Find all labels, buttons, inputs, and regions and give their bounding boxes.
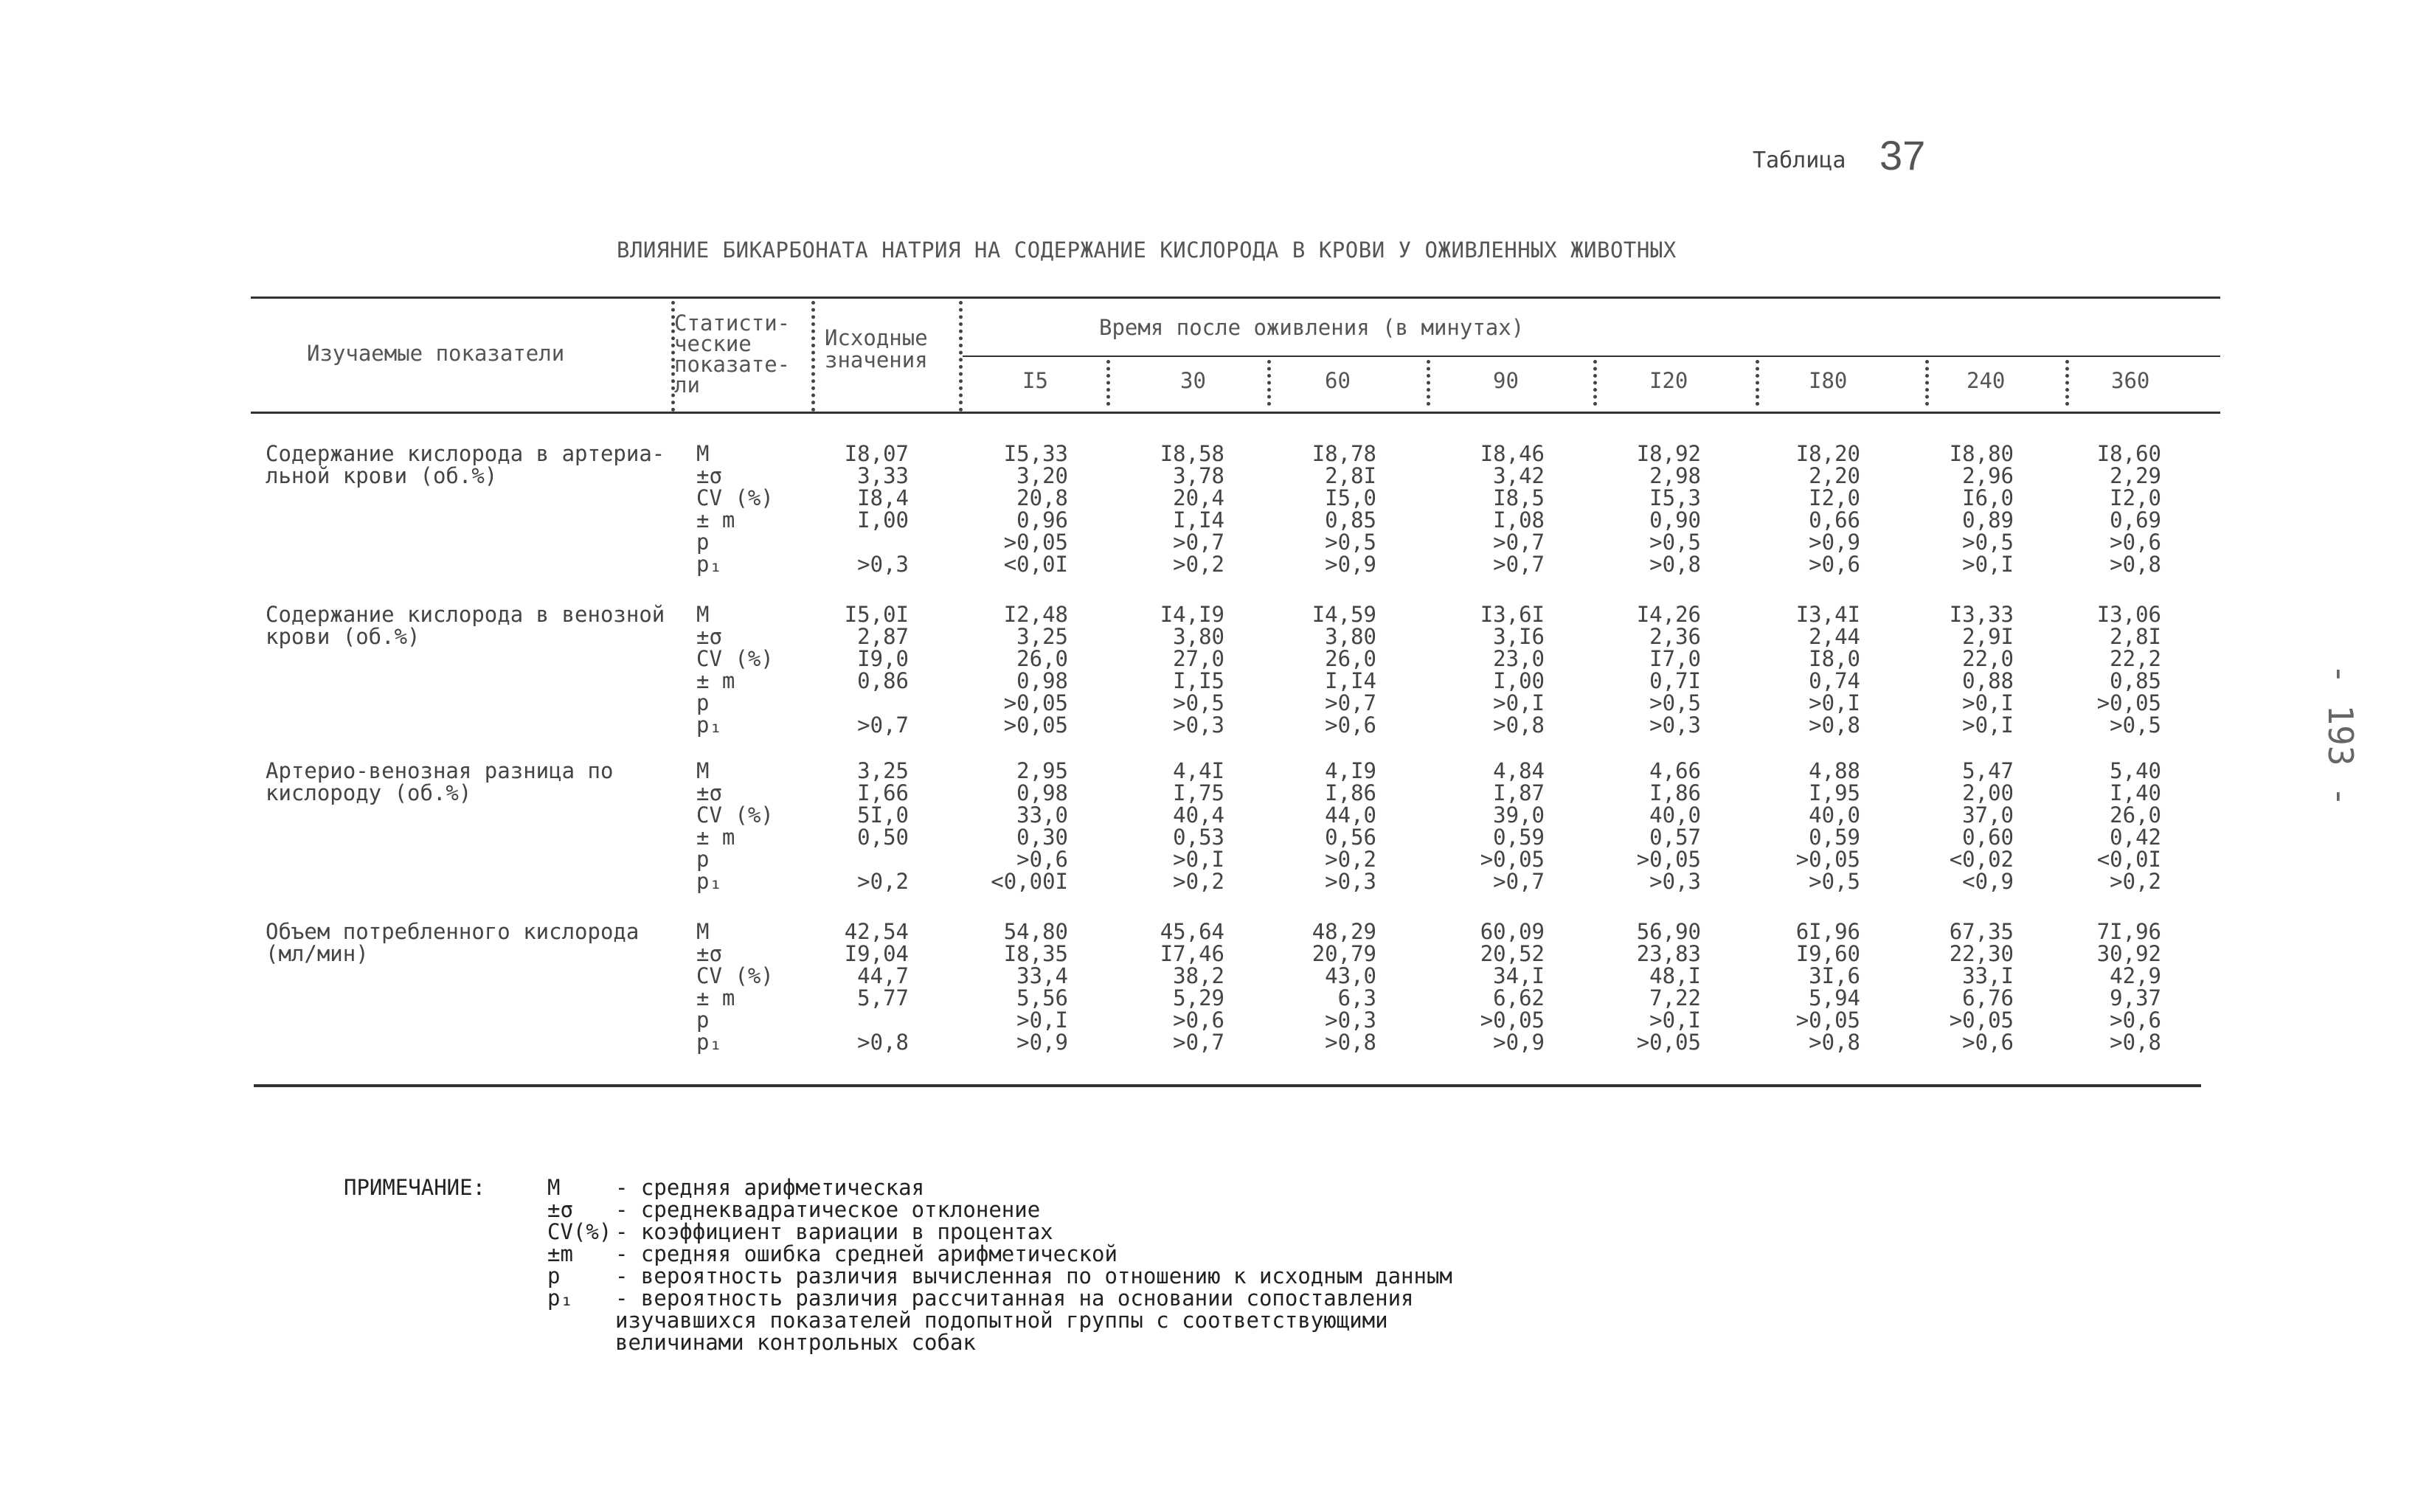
indicator-label: Содержание кислорода в артериа-	[266, 441, 665, 466]
time-value: 67,35	[1949, 919, 2014, 944]
stat-symbol: M	[696, 758, 710, 783]
time-value: 2,9I	[1962, 624, 2014, 649]
note-symbol: CV(%)	[547, 1219, 612, 1244]
time-value: 0,59	[1809, 825, 1860, 850]
time-value: >0,8	[1809, 712, 1860, 738]
time-value: 40,0	[1649, 802, 1701, 828]
time-value: 3,25	[1016, 624, 1068, 649]
time-value: 2,00	[1962, 780, 2014, 805]
time-value: 2,95	[1016, 758, 1068, 783]
note-definition: - среднеквадратическое отклонение	[615, 1197, 1041, 1222]
time-value: 0,57	[1649, 825, 1701, 850]
header-indicators: Изучаемые показатели	[307, 341, 565, 366]
header-stat-line: ли	[674, 372, 700, 398]
time-value: >0,5	[1649, 690, 1701, 715]
column-divider	[959, 301, 963, 412]
time-value: 6,3	[1337, 985, 1376, 1010]
time-value: 40,4	[1173, 802, 1224, 828]
table-top-rule	[251, 296, 2220, 299]
time-value: 3,20	[1016, 463, 1068, 488]
time-value: >0,05	[1480, 847, 1545, 872]
note-symbol: ±m	[547, 1241, 573, 1266]
time-value: 2,8I	[1325, 463, 1376, 488]
time-value: 2,29	[2110, 463, 2161, 488]
time-value: 20,8	[1016, 485, 1068, 510]
time-value: >0,2	[1325, 847, 1376, 872]
time-value: 22,0	[1962, 646, 2014, 671]
time-value: 45,64	[1160, 919, 1224, 944]
time-value: I8,35	[1003, 941, 1068, 966]
time-value: 5,47	[1962, 758, 2014, 783]
column-divider	[1427, 360, 1430, 406]
time-value: 48,29	[1312, 919, 1376, 944]
time-value: I5,33	[1003, 441, 1068, 466]
time-value: 5,56	[1016, 985, 1068, 1010]
note-symbol: ±σ	[547, 1197, 573, 1222]
stat-symbol: CV (%)	[696, 802, 774, 828]
time-value: 0,98	[1016, 668, 1068, 693]
stat-symbol: p	[696, 847, 710, 872]
time-value: 60,09	[1480, 919, 1545, 944]
time-value: >0,6	[1809, 552, 1860, 577]
time-value: >0,7	[1173, 530, 1224, 555]
time-value: 0,42	[2110, 825, 2161, 850]
time-value: >0,6	[1962, 1030, 2014, 1055]
time-value: >0,9	[1493, 1030, 1545, 1055]
initial-value: 3,25	[857, 758, 909, 783]
stat-symbol: CV (%)	[696, 646, 774, 671]
time-value: 3I,6	[1809, 963, 1860, 988]
header-time-point: I5	[1022, 368, 1048, 393]
header-initial-line: Исходные	[825, 325, 928, 350]
initial-value: I,66	[857, 780, 909, 805]
table-title: ВЛИЯНИЕ БИКАРБОНАТА НАТРИЯ НА СОДЕРЖАНИЕ КИСЛОРОДА В КРОВИ У ОЖИВЛЕННЫХ ЖИВОТНЫХ	[617, 237, 1677, 263]
time-value: I,00	[1493, 668, 1545, 693]
note-symbol: p	[547, 1263, 561, 1289]
initial-value: I8,07	[844, 441, 909, 466]
time-value: 43,0	[1325, 963, 1376, 988]
time-value: 2,20	[1809, 463, 1860, 488]
time-value: 0,98	[1016, 780, 1068, 805]
time-value: 6I,96	[1795, 919, 1860, 944]
time-value: 4,88	[1809, 758, 1860, 783]
time-value: I,87	[1493, 780, 1545, 805]
time-value: >0,6	[1325, 712, 1376, 738]
time-value: >0,05	[1003, 712, 1068, 738]
time-value: >0,05	[1795, 847, 1860, 872]
time-value: >0,8	[1809, 1030, 1860, 1055]
time-value: 26,0	[2110, 802, 2161, 828]
time-value: >0,3	[1649, 712, 1701, 738]
time-value: I4,26	[1636, 602, 1701, 627]
time-value: 33,I	[1962, 963, 2014, 988]
stat-symbol: p₁	[696, 1030, 722, 1055]
time-value: 0,96	[1016, 507, 1068, 533]
time-value: 37,0	[1962, 802, 2014, 828]
time-value: >0,8	[1493, 712, 1545, 738]
time-value: >0,05	[2096, 690, 2161, 715]
time-value: 3,78	[1173, 463, 1224, 488]
header-time-point: 60	[1325, 368, 1351, 393]
time-value: <0,02	[1949, 847, 2014, 872]
time-value: I8,92	[1636, 441, 1701, 466]
time-value: <0,9	[1962, 869, 2014, 894]
column-divider	[1267, 360, 1271, 406]
time-value: 27,0	[1173, 646, 1224, 671]
time-value: I5,0	[1325, 485, 1376, 510]
time-value: 2,8I	[2110, 624, 2161, 649]
time-value: 0,85	[1325, 507, 1376, 533]
time-value: 20,52	[1480, 941, 1545, 966]
time-value: 4,66	[1649, 758, 1701, 783]
header-stat-line: ческие	[674, 331, 752, 356]
time-value: >0,3	[1325, 869, 1376, 894]
time-value: >0,7	[1493, 869, 1545, 894]
stat-symbol: M	[696, 602, 710, 627]
time-value: 2,44	[1809, 624, 1860, 649]
stat-symbol: M	[696, 919, 710, 944]
time-value: 54,80	[1003, 919, 1068, 944]
time-value: 0,66	[1809, 507, 1860, 533]
time-value: 6,76	[1962, 985, 2014, 1010]
stat-symbol: ± m	[696, 825, 735, 850]
stat-symbol: ±σ	[696, 624, 722, 649]
time-value: 26,0	[1325, 646, 1376, 671]
time-value: 0,74	[1809, 668, 1860, 693]
time-value: >0,05	[1795, 1008, 1860, 1033]
indicator-label: льной крови (об.%)	[266, 463, 498, 488]
time-value: 7,22	[1649, 985, 1701, 1010]
time-value: <0,00I	[991, 869, 1068, 894]
time-value: 3,I6	[1493, 624, 1545, 649]
stat-symbol: ±σ	[696, 780, 722, 805]
time-value: I2,48	[1003, 602, 1068, 627]
time-value: >0,9	[1809, 530, 1860, 555]
time-value: 0,69	[2110, 507, 2161, 533]
time-value: 0,56	[1325, 825, 1376, 850]
time-value: >0,3	[1325, 1008, 1376, 1033]
note-definition: величинами контрольных собак	[615, 1330, 976, 1355]
time-value: I3,6I	[1480, 602, 1545, 627]
time-value: 33,4	[1016, 963, 1068, 988]
time-value: 5,40	[2110, 758, 2161, 783]
initial-value: >0,2	[857, 869, 909, 894]
time-value: 7I,96	[2096, 919, 2161, 944]
initial-value: >0,8	[857, 1030, 909, 1055]
time-value: 22,30	[1949, 941, 2014, 966]
initial-value: 5,77	[857, 985, 909, 1010]
time-value: I,95	[1809, 780, 1860, 805]
time-value: 48,I	[1649, 963, 1701, 988]
time-value: 4,4I	[1173, 758, 1224, 783]
time-value: I3,06	[2096, 602, 2161, 627]
time-value: 4,84	[1493, 758, 1545, 783]
initial-value: 44,7	[857, 963, 909, 988]
indicator-label: крови (об.%)	[266, 624, 420, 649]
initial-value: >0,7	[857, 712, 909, 738]
time-value: >0,7	[1493, 552, 1545, 577]
time-value: >0,8	[1649, 552, 1701, 577]
time-value: I6,0	[1962, 485, 2014, 510]
time-value: I,08	[1493, 507, 1545, 533]
time-value: I7,46	[1160, 941, 1224, 966]
stat-symbol: ± m	[696, 668, 735, 693]
time-value: 5,94	[1809, 985, 1860, 1010]
time-value: >0,2	[2110, 869, 2161, 894]
time-value: 23,83	[1636, 941, 1701, 966]
time-subheader-rule	[963, 356, 2220, 357]
time-value: 2,96	[1962, 463, 2014, 488]
time-value: >0,I	[1809, 690, 1860, 715]
indicator-label: кислороду (об.%)	[266, 780, 472, 805]
header-time-point: 240	[1967, 368, 2006, 393]
table-label: Таблица	[1753, 148, 1846, 173]
stat-symbol: ±σ	[696, 941, 722, 966]
time-value: >0,6	[2110, 1008, 2161, 1033]
stat-symbol: p	[696, 530, 710, 555]
time-value: I3,4I	[1795, 602, 1860, 627]
header-time-point: 360	[2111, 368, 2150, 393]
initial-value: 3,33	[857, 463, 909, 488]
indicator-label: Артерио-венозная разница по	[266, 758, 614, 783]
time-value: >0,3	[1173, 712, 1224, 738]
time-value: >0,7	[1173, 1030, 1224, 1055]
time-value: >0,2	[1173, 552, 1224, 577]
stat-symbol: p	[696, 690, 710, 715]
note-definition: - средняя ошибка средней арифметической	[615, 1241, 1118, 1266]
time-value: >0,05	[1636, 1030, 1701, 1055]
time-value: 39,0	[1493, 802, 1545, 828]
time-value: >0,05	[1003, 690, 1068, 715]
time-value: >0,05	[1949, 1008, 2014, 1033]
time-value: 0,59	[1493, 825, 1545, 850]
time-value: >0,5	[2110, 712, 2161, 738]
time-value: I8,46	[1480, 441, 1545, 466]
time-value: 2,36	[1649, 624, 1701, 649]
time-value: 0,7I	[1649, 668, 1701, 693]
time-value: I4,I9	[1160, 602, 1224, 627]
time-value: 33,0	[1016, 802, 1068, 828]
time-value: <0,0I	[1003, 552, 1068, 577]
time-value: 56,90	[1636, 919, 1701, 944]
time-value: >0,I	[1962, 552, 2014, 577]
time-value: >0,I	[1016, 1008, 1068, 1033]
header-stat-line: Статисти-	[674, 311, 791, 336]
time-value: 0,88	[1962, 668, 2014, 693]
time-value: I,I4	[1173, 507, 1224, 533]
time-value: 9,37	[2110, 985, 2161, 1010]
initial-value: 2,87	[857, 624, 909, 649]
time-value: I8,78	[1312, 441, 1376, 466]
time-value: 0,30	[1016, 825, 1068, 850]
time-value: <0,0I	[2096, 847, 2161, 872]
time-value: >0,I	[1649, 1008, 1701, 1033]
stat-symbol: ± m	[696, 507, 735, 533]
time-value: >0,6	[1016, 847, 1068, 872]
time-value: 26,0	[1016, 646, 1068, 671]
time-value: I8,80	[1949, 441, 2014, 466]
stat-symbol: p₁	[696, 552, 722, 577]
time-value: I8,60	[2096, 441, 2161, 466]
stat-symbol: ± m	[696, 985, 735, 1010]
time-value: 2,98	[1649, 463, 1701, 488]
time-value: >0,6	[2110, 530, 2161, 555]
time-value: >0,8	[2110, 552, 2161, 577]
time-value: >0,5	[1173, 690, 1224, 715]
time-value: I8,0	[1809, 646, 1860, 671]
initial-value: 42,54	[844, 919, 909, 944]
header-initial-line: значения	[825, 347, 928, 372]
time-value: 22,2	[2110, 646, 2161, 671]
time-value: I2,0	[2110, 485, 2161, 510]
time-value: I5,3	[1649, 485, 1701, 510]
time-value: 20,4	[1173, 485, 1224, 510]
time-value: >0,8	[1325, 1030, 1376, 1055]
initial-value: I9,0	[857, 646, 909, 671]
table-bottom-rule	[254, 1084, 2201, 1087]
time-value: 3,80	[1325, 624, 1376, 649]
initial-value: 0,50	[857, 825, 909, 850]
stat-symbol: CV (%)	[696, 963, 774, 988]
initial-value: I8,4	[857, 485, 909, 510]
time-value: I,86	[1649, 780, 1701, 805]
indicator-label: Объем потребленного кислорода	[266, 919, 640, 944]
stat-symbol: p₁	[696, 712, 722, 738]
column-divider	[1106, 360, 1110, 406]
stat-symbol: p	[696, 1008, 710, 1033]
note-definition: - вероятность различия рассчитанная на основании сопоставления	[615, 1286, 1414, 1311]
stat-symbol: CV (%)	[696, 485, 774, 510]
time-value: >0,9	[1016, 1030, 1068, 1055]
time-value: 0,85	[2110, 668, 2161, 693]
header-time-point: I20	[1649, 368, 1688, 393]
time-value: I7,0	[1649, 646, 1701, 671]
time-value: 0,90	[1649, 507, 1701, 533]
column-divider	[1593, 360, 1597, 406]
time-value: >0,5	[1325, 530, 1376, 555]
initial-value: I,00	[857, 507, 909, 533]
time-value: I2,0	[1809, 485, 1860, 510]
time-value: >0,I	[1493, 690, 1545, 715]
time-value: I,I5	[1173, 668, 1224, 693]
time-value: 0,60	[1962, 825, 2014, 850]
header-time-after: Время после оживления (в минутах)	[1099, 315, 1525, 340]
time-value: >0,I	[1173, 847, 1224, 872]
note-symbol: M	[547, 1175, 561, 1200]
initial-value: >0,3	[857, 552, 909, 577]
page-number-text: - 193 -	[2321, 664, 2360, 807]
column-divider	[2065, 360, 2069, 406]
time-value: >0,7	[1493, 530, 1545, 555]
notes-heading: ПРИМЕЧАНИЕ:	[344, 1175, 486, 1200]
stat-symbol: p₁	[696, 869, 722, 894]
time-value: 42,9	[2110, 963, 2161, 988]
table-number: 37	[1879, 132, 1926, 178]
time-value: >0,05	[1636, 847, 1701, 872]
time-value: 3,42	[1493, 463, 1545, 488]
time-value: >0,5	[1649, 530, 1701, 555]
initial-value: 0,86	[857, 668, 909, 693]
page-number	[2301, 664, 2390, 856]
time-value: >0,I	[1962, 690, 2014, 715]
initial-value: I9,04	[844, 941, 909, 966]
time-value: 0,53	[1173, 825, 1224, 850]
time-value: I8,5	[1493, 485, 1545, 510]
column-divider	[1756, 360, 1759, 406]
time-value: 44,0	[1325, 802, 1376, 828]
time-value: >0,8	[2110, 1030, 2161, 1055]
header-time-point: 30	[1180, 368, 1206, 393]
time-value: >0,5	[1809, 869, 1860, 894]
time-value: >0,I	[1962, 712, 2014, 738]
time-value: >0,05	[1480, 1008, 1545, 1033]
time-value: >0,6	[1173, 1008, 1224, 1033]
time-value: >0,9	[1325, 552, 1376, 577]
time-value: I,40	[2110, 780, 2161, 805]
time-value: 3,80	[1173, 624, 1224, 649]
time-value: I,75	[1173, 780, 1224, 805]
note-definition: - коэффициент вариации в процентах	[615, 1219, 1053, 1244]
column-divider	[1925, 360, 1929, 406]
header-bottom-rule	[251, 412, 2220, 414]
header-time-point: 90	[1493, 368, 1519, 393]
note-definition: - вероятность различия вычисленная по отношению к исходным данным	[615, 1263, 1452, 1289]
header-time-point: I80	[1809, 368, 1848, 393]
column-divider	[811, 301, 815, 412]
time-value: >0,5	[1962, 530, 2014, 555]
time-value: 0,89	[1962, 507, 2014, 533]
time-value: 5,29	[1173, 985, 1224, 1010]
time-value: I3,33	[1949, 602, 2014, 627]
time-value: 34,I	[1493, 963, 1545, 988]
stat-symbol: ±σ	[696, 463, 722, 488]
time-value: 6,62	[1493, 985, 1545, 1010]
initial-value: 5I,0	[857, 802, 909, 828]
stat-symbol: M	[696, 441, 710, 466]
indicator-label: Содержание кислорода в венозной	[266, 602, 665, 627]
time-value: I4,59	[1312, 602, 1376, 627]
header-stat-line: показате-	[674, 352, 791, 377]
note-symbol: p₁	[547, 1286, 573, 1311]
time-value: >0,2	[1173, 869, 1224, 894]
time-value: I8,58	[1160, 441, 1224, 466]
indicator-label: (мл/мин)	[266, 941, 369, 966]
time-value: I,86	[1325, 780, 1376, 805]
time-value: >0,05	[1003, 530, 1068, 555]
time-value: 40,0	[1809, 802, 1860, 828]
note-definition: изучавшихся показателей подопытной группы с соответствующими	[615, 1308, 1388, 1333]
time-value: 30,92	[2096, 941, 2161, 966]
time-value: >0,7	[1325, 690, 1376, 715]
note-definition: - средняя арифметическая	[615, 1175, 925, 1200]
initial-value: I5,0I	[844, 602, 909, 627]
time-value: 20,79	[1312, 941, 1376, 966]
time-value: I8,20	[1795, 441, 1860, 466]
time-value: I9,60	[1795, 941, 1860, 966]
time-value: >0,3	[1649, 869, 1701, 894]
time-value: 23,0	[1493, 646, 1545, 671]
time-value: I,I4	[1325, 668, 1376, 693]
time-value: 4,I9	[1325, 758, 1376, 783]
time-value: 38,2	[1173, 963, 1224, 988]
